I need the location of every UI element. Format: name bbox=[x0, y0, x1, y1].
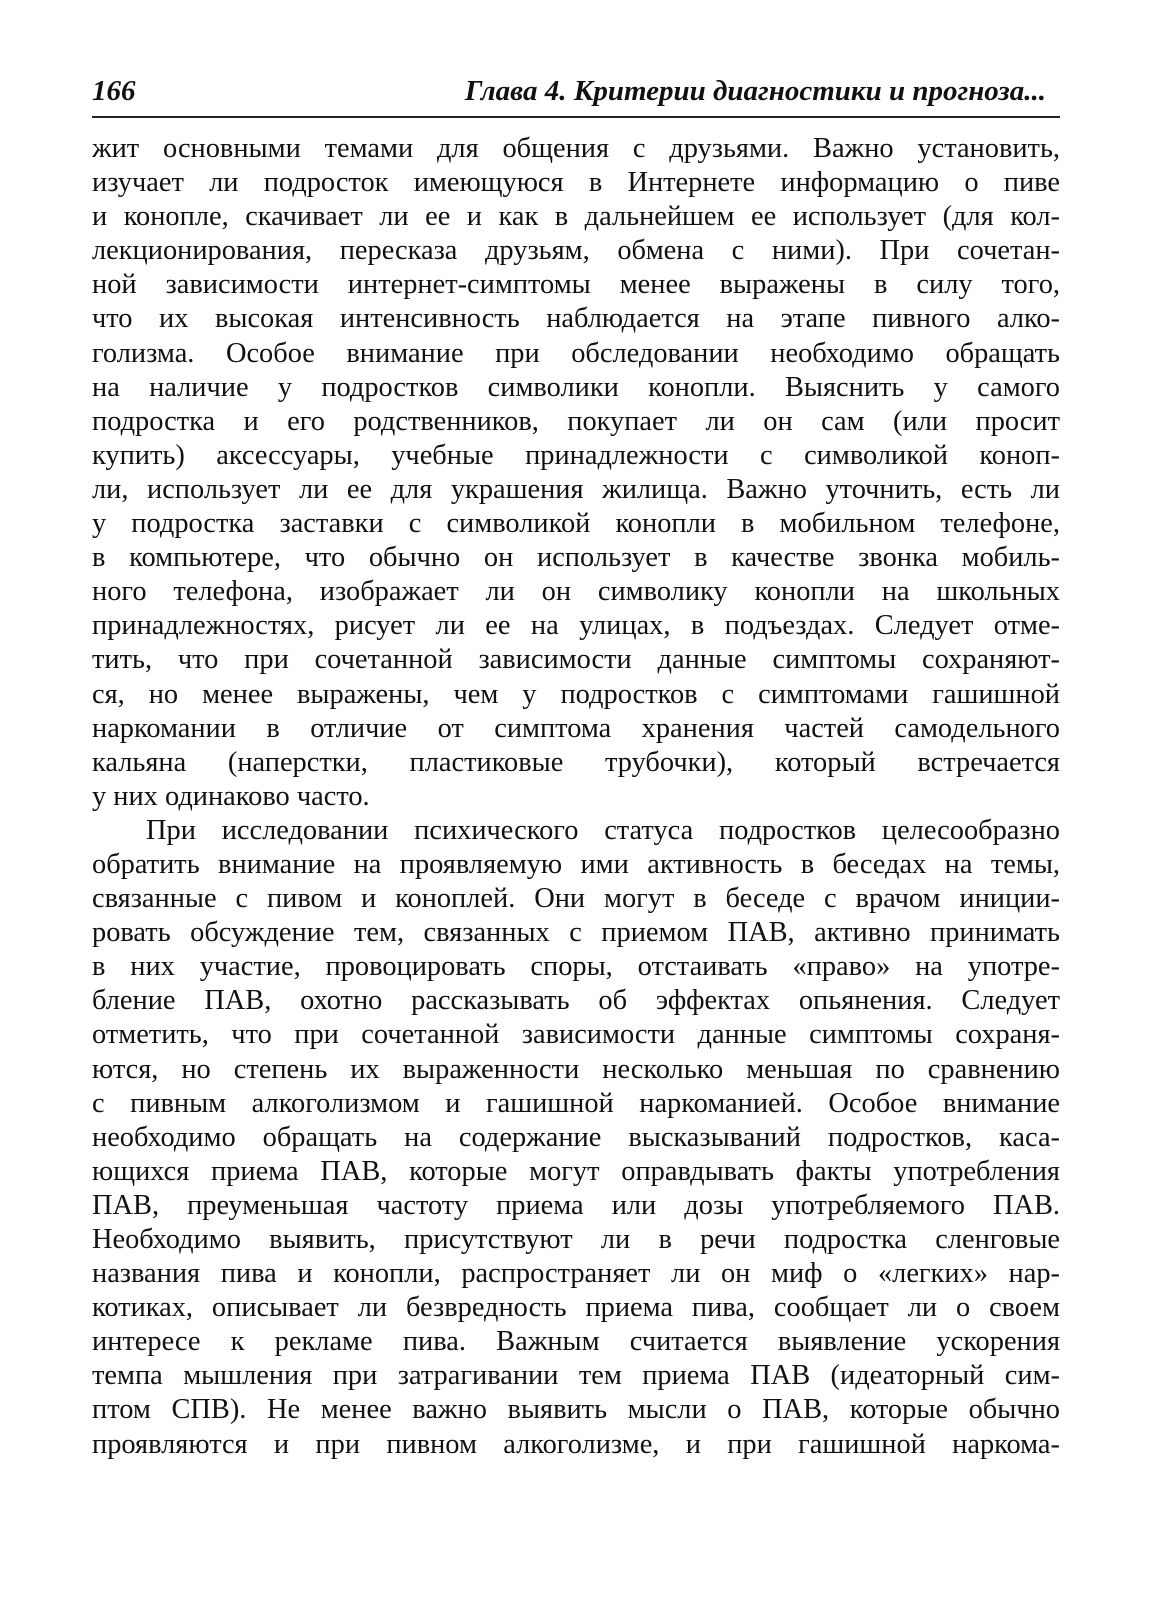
text-line: ной зависимости интернет-симптомы менее выражены в силу того, bbox=[92, 269, 1060, 301]
text-line: жит основными темами для общения с друзьями. Важно установить, bbox=[92, 133, 1060, 164]
book-page bbox=[92, 64, 1060, 1584]
text-line: птом СПВ). Не менее важно выявить мысли о ПАВ, которые обычно bbox=[92, 1394, 1060, 1426]
text-line: ся, но менее выражены, чем у подростков с симптомами гашишной bbox=[92, 678, 1060, 710]
paragraph-1 bbox=[92, 132, 1060, 814]
text-line: с пивным алкоголизмом и гашишной наркоманией. Особое внимание bbox=[92, 1087, 1060, 1119]
text-line: купить) аксессуары, учебные принадлежности с символикой коноп- bbox=[92, 439, 1060, 471]
text-line: бление ПАВ, охотно рассказывать об эффектах опьянения. Следует bbox=[92, 985, 1060, 1017]
text-line: ПАВ, преуменьшая частоту приема или дозы употребляемого ПАВ. bbox=[92, 1189, 1060, 1221]
text-line: в компьютере, что обычно он использует в качестве звонка мобиль- bbox=[92, 542, 1060, 574]
text-line: подростка и его родственников, покупает ли он сам (или просит bbox=[92, 405, 1060, 437]
text-line: ются, но степень их выраженности несколько меньшая по сравнению bbox=[92, 1053, 1060, 1085]
text-line: лекционирования, пересказа друзьям, обмена с ними). При сочетан- bbox=[92, 235, 1060, 267]
text-line: При исследовании психического статуса подростков целесообразно bbox=[146, 814, 1060, 846]
text-line: ровать обсуждение тем, связанных с приемом ПАВ, активно принимать bbox=[92, 917, 1060, 949]
body-text bbox=[92, 132, 1060, 1462]
text-line: названия пива и конопли, распространяет ли он миф о «легких» нар- bbox=[92, 1258, 1060, 1290]
text-line: темпа мышления при затрагивании тем приема ПАВ (идеаторный сим- bbox=[92, 1360, 1060, 1392]
text-line: что их высокая интенсивность наблюдается на этапе пивного алко- bbox=[92, 303, 1060, 335]
text-line: на наличие у подростков символики конопли. Выяснить у самого bbox=[92, 371, 1060, 403]
text-line: ющихся приема ПАВ, которые могут оправдывать факты употребления bbox=[92, 1155, 1060, 1187]
text-line: отметить, что при сочетанной зависимости данные симптомы сохраня- bbox=[92, 1019, 1060, 1051]
text-line: наркомании в отличие от симптома хранения частей самодельного bbox=[92, 712, 1060, 744]
text-line: обратить внимание на проявляемую ими активность в беседах на темы, bbox=[92, 848, 1060, 880]
text-line: в них участие, провоцировать споры, отстаивать «право» на употре- bbox=[92, 951, 1060, 983]
text-line: у подростка заставки с символикой конопли в мобильном телефоне, bbox=[92, 508, 1060, 540]
text-line: интересе к рекламе пива. Важным считается выявление ускорения bbox=[92, 1326, 1060, 1358]
text-line: котиках, описывает ли безвредность приема пива, сообщает ли о своем bbox=[92, 1292, 1060, 1324]
chapter-title: Глава 4. Критерии диагностики и прогноза... bbox=[464, 75, 1046, 107]
paragraph-2 bbox=[92, 814, 1060, 1462]
text-line: кальяна (наперстки, пластиковые трубочки), который встречается bbox=[92, 746, 1060, 778]
text-line: голизма. Особое внимание при обследовании необходимо обращать bbox=[92, 337, 1060, 369]
page-number: 166 bbox=[92, 75, 136, 107]
text-line: изучает ли подросток имеющуюся в Интернете информацию о пиве bbox=[92, 167, 1060, 199]
text-line: тить, что при сочетанной зависимости данные симптомы сохраняют- bbox=[92, 644, 1060, 676]
text-line: ли, использует ли ее для украшения жилища. Важно уточнить, есть ли bbox=[92, 473, 1060, 505]
text-line: необходимо обращать на содержание высказываний подростков, каса- bbox=[92, 1121, 1060, 1153]
running-header bbox=[92, 64, 1060, 118]
text-line: проявляются и при пивном алкоголизме, и при гашишной наркома- bbox=[92, 1428, 1060, 1460]
text-line: и конопле, скачивает ли ее и как в дальнейшем ее использует (для кол- bbox=[92, 201, 1060, 233]
text-line: у них одинаково часто. bbox=[92, 780, 370, 812]
text-line: Необходимо выявить, присутствуют ли в речи подростка сленговые bbox=[92, 1224, 1060, 1255]
text-line: ного телефона, изображает ли он символику конопли на школьных bbox=[92, 576, 1060, 608]
text-line: принадлежностях, рисует ли ее на улицах, в подъездах. Следует отме- bbox=[92, 610, 1060, 642]
text-line: связанные с пивом и коноплей. Они могут в беседе с врачом иниции- bbox=[92, 883, 1060, 915]
